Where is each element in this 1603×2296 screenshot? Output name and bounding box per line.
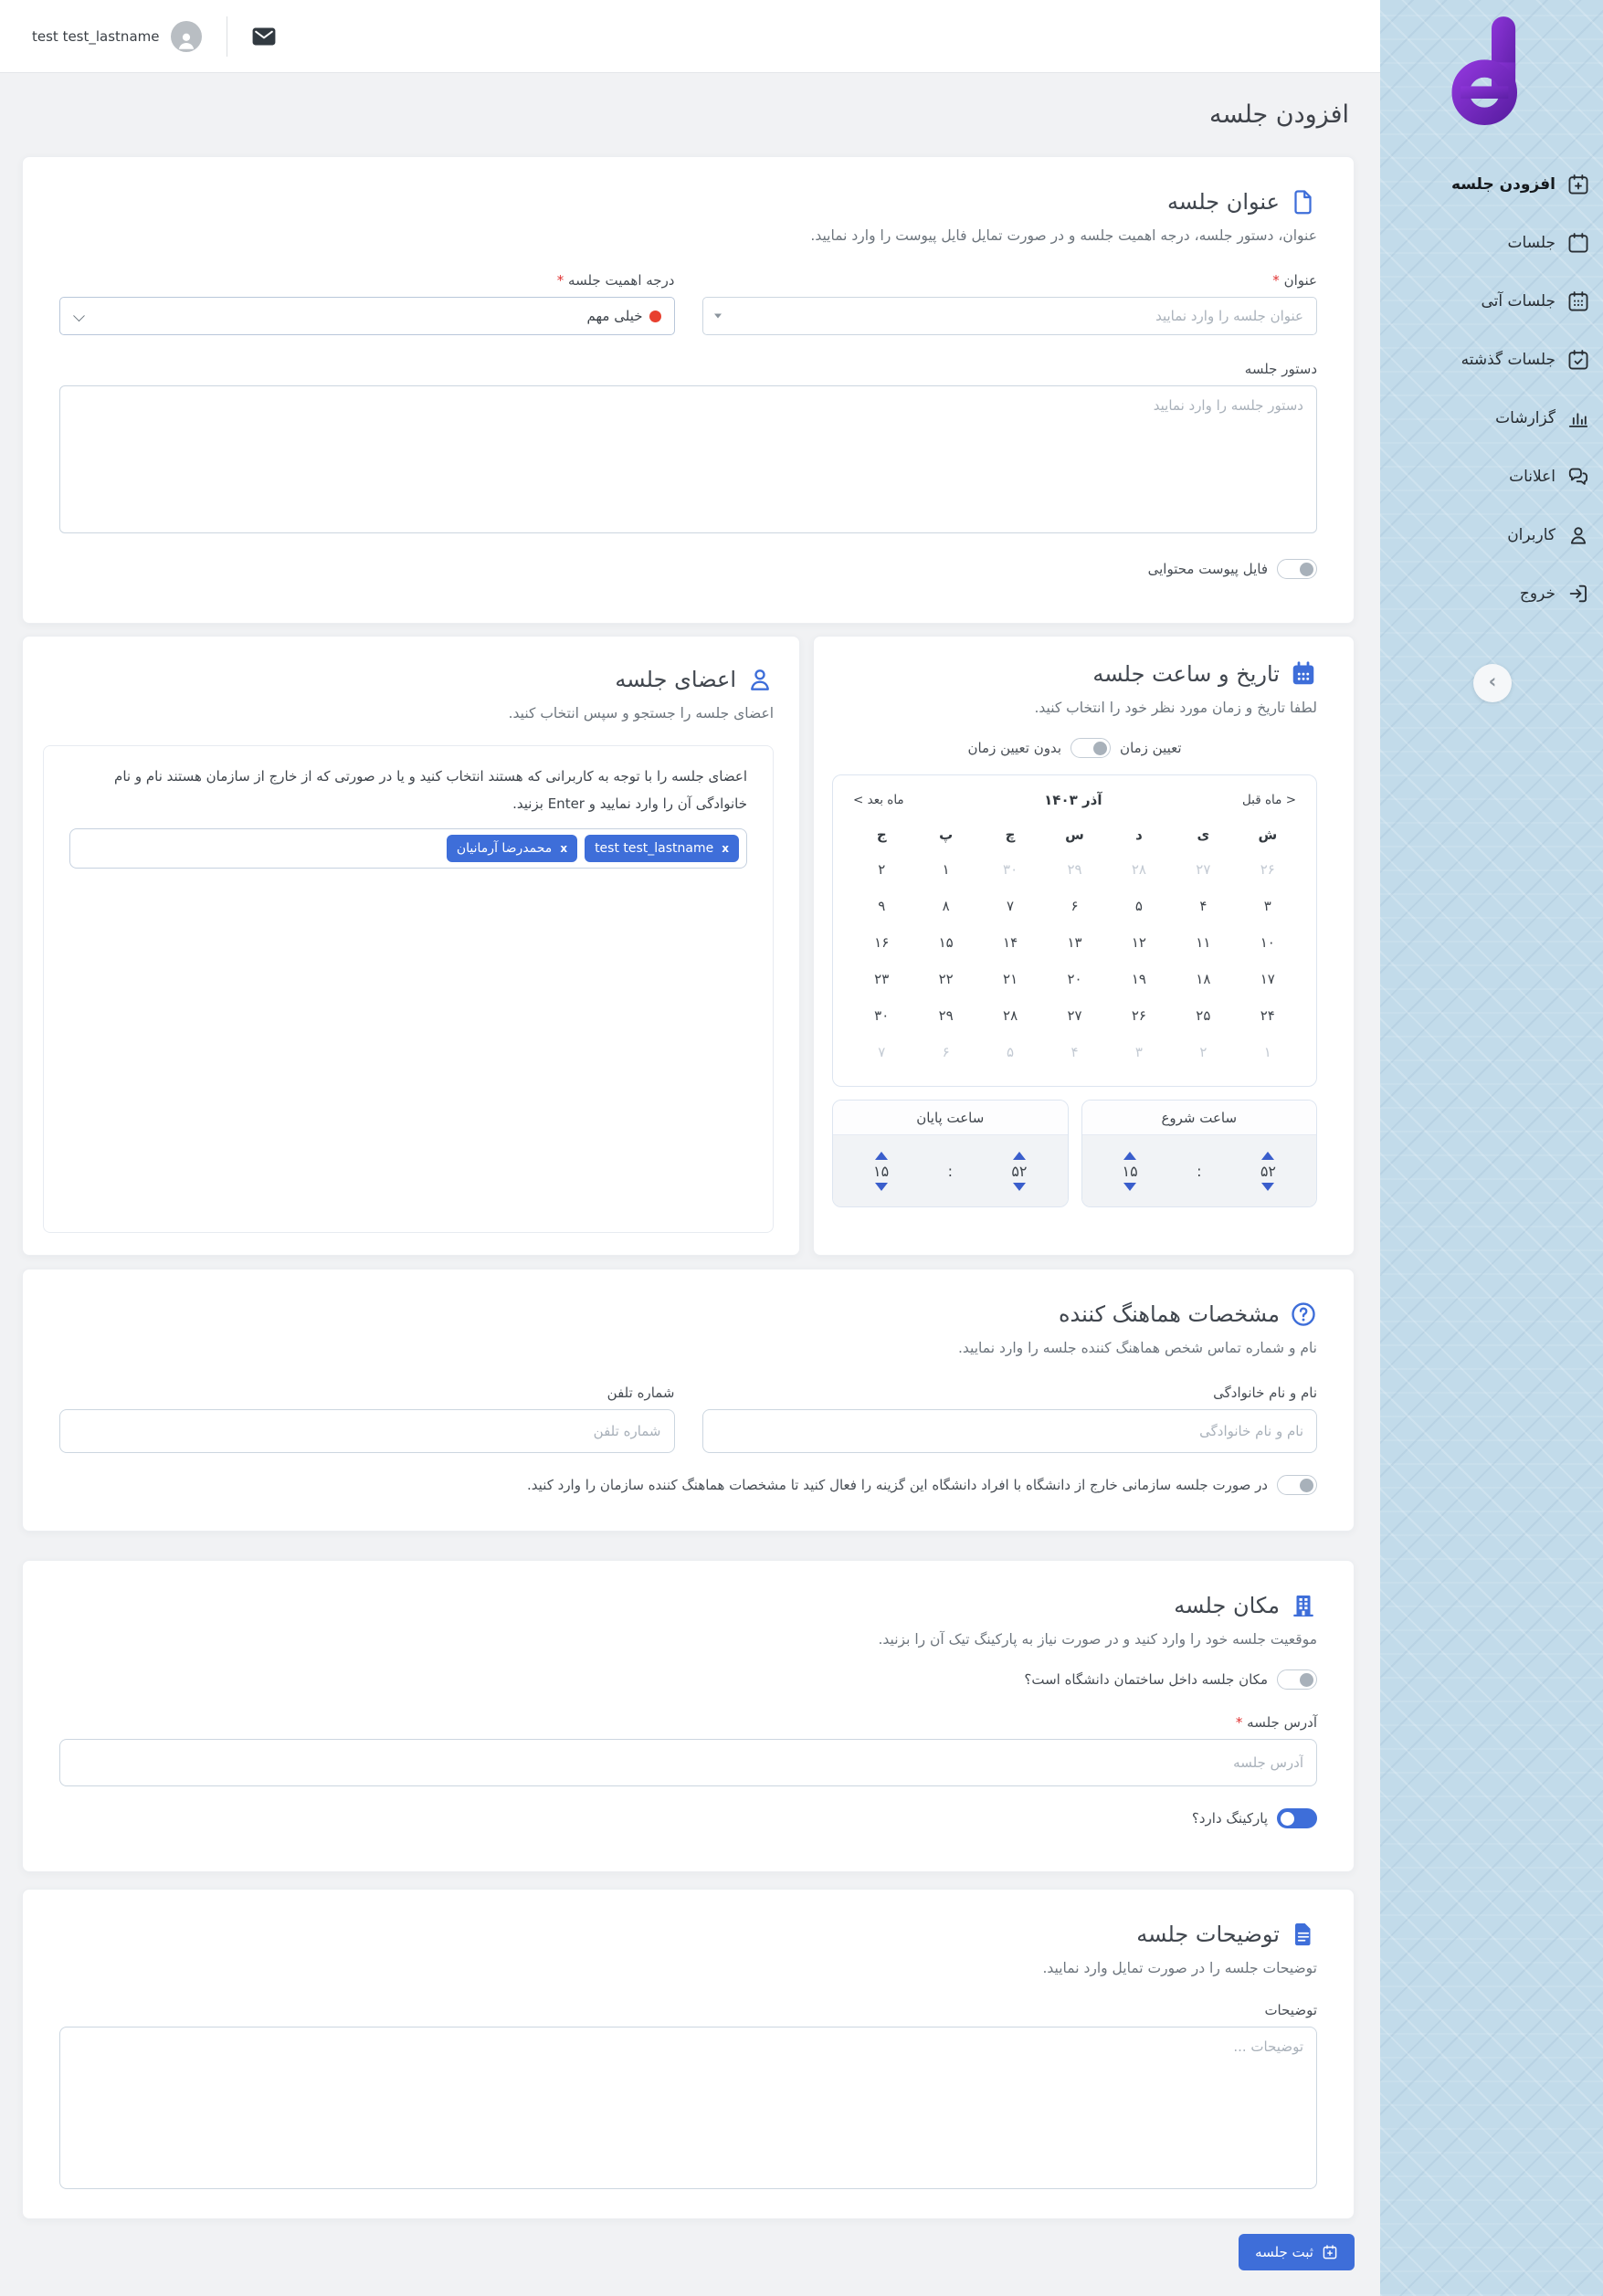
person-outline-icon [746,666,774,693]
end-time-box: ساعت پایان ۵۲ : ۱۵ [832,1100,1069,1207]
calendar-day[interactable]: ۱۹ [1131,971,1146,987]
parking-toggle-label: پارکینگ دارد؟ [1191,1810,1268,1827]
spinner-down-icon[interactable] [1123,1183,1136,1191]
title-card [22,156,1355,624]
location-card [22,1560,1355,1872]
calendar-weekday: پ [939,827,954,843]
calendar-day[interactable]: ۲۹ [938,1007,954,1024]
sidebar-item-label: جلسات گذشته [1461,351,1556,369]
calendar-day[interactable]: ۶ [942,1044,950,1060]
calendar-day[interactable]: ۷ [878,1044,886,1060]
announcements-icon [1566,465,1590,489]
start-minute-spinner: ۵۲ [1260,1152,1276,1191]
no-time-label: بدون تعیین زمان [967,740,1062,756]
coordinator-name-input[interactable] [702,1409,1318,1453]
agenda-textarea[interactable] [59,385,1317,533]
logout-icon [1566,582,1590,606]
sidebar-item-add-meeting[interactable] [1380,155,1603,214]
avatar[interactable] [171,21,202,52]
meetings-icon [1566,231,1590,255]
calendar-day[interactable]: ۹ [878,898,886,914]
calendar-day[interactable]: ۵ [1007,1044,1015,1060]
tag-remove-icon[interactable]: x [560,842,568,855]
spinner-up-icon[interactable] [1261,1152,1274,1160]
end-hour-spinner: ۱۵ [873,1152,889,1191]
address-input[interactable] [59,1739,1317,1786]
building-icon [1290,1592,1317,1619]
submit-meeting-button[interactable]: ثبت جلسه [1239,2234,1355,2270]
add-meeting-icon [1566,173,1590,196]
importance-select[interactable] [59,297,675,335]
calendar-weekday: س [1065,827,1084,843]
attachment-toggle-label: فایل پیوست محتوایی [1147,561,1268,577]
calendar-day[interactable]: ۳۰ [1003,861,1018,878]
question-circle-icon [1290,1301,1317,1328]
required-asterisk: * [556,272,564,289]
calendar-day[interactable]: ۴ [1199,898,1208,914]
spinner-down-icon[interactable] [1261,1183,1274,1191]
calendar-weekday: ج [876,827,887,843]
calendar-day[interactable]: ۲۰ [1067,971,1082,987]
description-card [22,1889,1355,2219]
calendar-day[interactable]: ۱۶ [874,934,890,951]
calendar-day[interactable]: ۸ [942,898,950,914]
spinner-up-icon[interactable] [1123,1152,1136,1160]
card-subtitle: عنوان، دستور جلسه، درجه اهمیت جلسه و در صورت تمایل فایل پیوست را وارد نمایید. [810,227,1317,244]
topbar-user-area [0,0,276,72]
card-title: عنوان جلسه [1167,189,1280,215]
calendar-day[interactable]: ۲۸ [1131,861,1146,878]
agenda-label: دستور جلسه [1244,361,1317,377]
caret-down-icon [714,314,722,319]
card-title: مکان جلسه [1174,1593,1280,1618]
calendar-day[interactable]: ۲۷ [1067,1007,1082,1024]
description-label: توضیحات [1264,2002,1317,2018]
datetime-card [813,636,1355,1256]
mail-icon[interactable] [252,26,276,47]
calendar-day[interactable]: ۱ [942,861,950,878]
calendar-plus-icon [1322,2244,1338,2260]
main-content [0,73,1380,2290]
calendar-month-title: آذر ۱۴۰۳ [1044,792,1102,808]
external-org-toggle[interactable] [1277,1475,1317,1495]
calendar-day[interactable]: ۲۶ [1131,1007,1146,1024]
inside-university-toggle-label: مکان جلسه داخل ساختمان دانشگاه است؟ [1024,1671,1268,1688]
importance-value: خیلی مهم [586,308,643,324]
tag-label: test test_lastname [595,841,714,856]
calendar-day[interactable]: ۳۰ [874,1007,890,1024]
sidebar-item-label: جلسات [1507,234,1556,252]
sidebar-item-label: کاربران [1507,526,1556,544]
calendar-day[interactable]: ۲ [1199,1044,1208,1060]
required-asterisk: * [1235,1714,1243,1731]
coordinator-phone-label: شماره تلفن [606,1385,675,1401]
calendar-day[interactable]: ۱۳ [1067,934,1082,951]
sidebar-item-meetings[interactable] [1380,214,1603,272]
calendar-day[interactable]: ۲۸ [1003,1007,1018,1024]
start-time-box: ساعت شروع ۵۲ : ۱۵ [1081,1100,1318,1207]
chevron-right-icon: › [1488,669,1497,692]
members-box [43,745,774,1233]
spinner-up-icon[interactable] [1013,1152,1026,1160]
calendar-day[interactable]: ۱۴ [1003,934,1018,951]
calendar-day[interactable]: ۷ [1007,898,1015,914]
calendar-day[interactable]: ۲۷ [1196,861,1211,878]
next-month-button[interactable]: ماه بعد > [853,793,904,807]
members-tags-input[interactable] [69,828,747,869]
start-time-label: ساعت شروع [1082,1101,1317,1135]
card-title: توضیحات جلسه [1136,1922,1280,1947]
sidebar-item-users[interactable] [1380,506,1603,564]
document-icon [1290,188,1317,216]
sidebar-item-label: خروج [1519,585,1556,603]
importance-label: درجه اهمیت جلسه * [556,272,675,289]
card-subtitle: نام و شماره تماس شخص هماهنگ کننده جلسه را وارد نمایید. [957,1340,1317,1356]
app-logo [1439,13,1545,130]
card-title: مشخصات هماهنگ کننده [1058,1301,1280,1327]
meeting-title-input[interactable] [702,297,1318,335]
prev-month-button[interactable]: < ماه قبل [1241,793,1296,807]
calendar-day[interactable]: ۲۱ [1003,971,1018,987]
sidebar-item-label: جلسات آتی [1481,292,1556,311]
coordinator-phone-input[interactable] [59,1409,675,1453]
calendar-day[interactable]: ۲۹ [1067,861,1082,878]
sidebar-item-label: گزارشات [1495,409,1556,427]
card-title: تاریخ و ساعت جلسه [1092,661,1280,687]
end-minute-spinner: ۵۲ [1011,1152,1027,1191]
topbar [0,0,1380,73]
spinner-up-icon[interactable] [875,1152,888,1160]
calendar-day[interactable]: ۱۲ [1131,934,1146,951]
username-label: test test_lastname [32,27,160,45]
start-hour-spinner: ۱۵ [1123,1152,1138,1191]
calendar-day[interactable]: ۲۲ [938,971,954,987]
coordinator-name-label: نام و نام خانوادگی [1213,1385,1317,1401]
sidebar-item-label: افزودن جلسه [1450,175,1556,194]
member-tag [585,835,739,862]
reports-icon [1566,406,1590,430]
spinner-down-icon[interactable] [875,1183,888,1191]
sidebar-collapse-button[interactable] [1473,664,1512,702]
required-asterisk: * [1272,272,1280,289]
calendar-day[interactable]: ۱۸ [1196,971,1211,987]
chevron-down-icon [73,310,85,321]
sidebar-item-label: اعلانات [1509,468,1556,486]
calendar-day[interactable]: ۲۶ [1260,861,1275,878]
sidebar [1380,0,1603,2296]
description-textarea[interactable] [59,2027,1317,2189]
calendar-grid [849,821,1300,1068]
past-meetings-icon [1566,348,1590,372]
calendar-day[interactable]: ۵ [1134,898,1143,914]
calendar-day[interactable]: ۳ [1134,1044,1143,1060]
calendar-day[interactable]: ۴ [1070,1044,1079,1060]
sidebar-item-past-meetings[interactable] [1380,331,1603,389]
members-instruction: اعضای جلسه را با توجه به کاربرانی که هستند انتخاب کنید و یا در صورتی که از خارج از سازمان هستند نام و نام خانوادگی آن را وارد نمایید و Enter بزنید. [114,768,747,812]
calendar-day[interactable]: ۲ [878,861,886,878]
calendar-day[interactable]: ۱۱ [1196,934,1211,951]
calendar-weekday: د [1135,827,1143,843]
attachment-toggle[interactable] [1277,559,1317,579]
calendar-day[interactable]: ۲۴ [1260,1007,1275,1024]
external-org-toggle-label: در صورت جلسه سازمانی خارج از دانشگاه با افراد دانشگاه این گزینه را فعال کنید تا مشخصات هماهنگ کننده سازمان را وارد کنید. [527,1477,1268,1493]
calendar-day[interactable]: ۲۳ [874,971,890,987]
sidebar-item-announcements[interactable] [1380,448,1603,506]
members-card [22,636,800,1256]
inside-university-toggle[interactable] [1277,1669,1317,1690]
sidebar-item-upcoming-meetings[interactable] [1380,272,1603,331]
date-picker [832,774,1317,1087]
calendar-day[interactable]: ۱۰ [1260,934,1275,951]
card-subtitle: موقعیت جلسه خود را وارد کنید و در صورت نیاز به پارکینگ تیک آن را بزنید. [878,1631,1317,1648]
set-time-label: تعیین زمان [1120,740,1182,756]
parking-toggle[interactable] [1277,1808,1317,1828]
calendar-weekday: ش [1258,827,1278,843]
calendar-day[interactable]: ۳ [1263,898,1271,914]
spinner-down-icon[interactable] [1013,1183,1026,1191]
calendar-day[interactable]: ۱۵ [938,934,954,951]
calendar-day[interactable]: ۶ [1070,898,1079,914]
coordinator-card [22,1269,1355,1532]
card-title: اعضای جلسه [615,667,736,692]
address-label: آدرس جلسه * [1235,1714,1317,1731]
card-subtitle: توضیحات جلسه را در صورت تمایل وارد نمایید. [1042,1960,1317,1976]
sidebar-item-logout[interactable] [1380,564,1603,623]
end-time-label: ساعت پایان [833,1101,1068,1135]
calendar-day[interactable]: ۲۵ [1196,1007,1211,1024]
sidebar-menu [1380,155,1603,623]
member-tag [447,835,577,862]
document-text-icon [1290,1921,1317,1948]
tag-remove-icon[interactable]: x [722,842,729,855]
importance-dot-icon [649,311,661,322]
calendar-weekday: ی [1197,827,1210,843]
calendar-day[interactable]: ۱۷ [1260,971,1275,987]
card-subtitle: اعضای جلسه را جستجو و سپس انتخاب کنید. [508,705,774,721]
tag-label: محمدرضا آرمانیان [456,841,553,856]
time-mode-toggle[interactable] [1070,738,1111,758]
calendar-icon [1290,660,1317,688]
card-subtitle: لطفا تاریخ و زمان مورد نظر خود را انتخاب کنید. [1034,700,1317,716]
meeting-title-label: عنوان * [1272,272,1317,289]
person-icon [174,28,198,52]
calendar-day[interactable]: ۱ [1263,1044,1271,1060]
page-title: افزودن جلسه [1209,100,1349,129]
calendar-weekday: چ [1005,827,1016,843]
sidebar-item-reports[interactable] [1380,389,1603,448]
upcoming-meetings-icon [1566,290,1590,313]
users-icon [1566,523,1590,547]
